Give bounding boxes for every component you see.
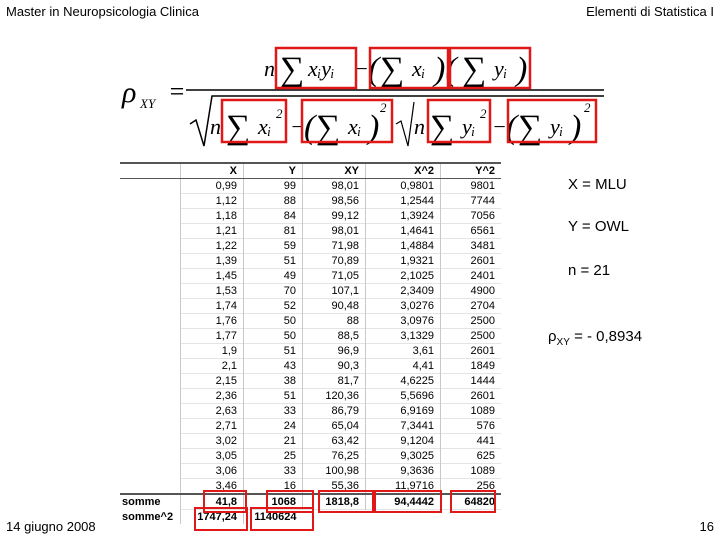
table-cell: 3,0276 [366,299,441,314]
table-cell: 81 [244,224,303,239]
table-cell: 1849 [441,359,502,374]
table-cell: 2601 [441,389,502,404]
col-header-xy: XY [303,163,366,179]
table-header-row [120,163,501,179]
table-row [120,419,501,434]
table-row [120,314,501,329]
table-cell: 3,05 [181,449,244,464]
pearson-formula [118,38,608,153]
table-cell: 88,5 [303,329,366,344]
table-cell: 1,3924 [366,209,441,224]
table-cell: 3,46 [181,479,244,495]
table-cell: 52 [244,299,303,314]
somme-y2: 64820 [441,494,502,510]
table-cell: 2,15 [181,374,244,389]
table-cell: 1,18 [181,209,244,224]
table-cell: 9,3025 [366,449,441,464]
table-cell: 2,1 [181,359,244,374]
num-paren-2: )( [434,51,457,88]
table-cell: 9,3636 [366,464,441,479]
table-cell: 3,06 [181,464,244,479]
table-cell: 1,22 [181,239,244,254]
table-cell: 81,7 [303,374,366,389]
table-cell: 98,56 [303,194,366,209]
table-cell: 7744 [441,194,502,209]
table-row [120,209,501,224]
table-cell: 1,4884 [366,239,441,254]
den-minus-1: − [290,114,305,139]
somme-xy: 1818,8 [303,494,366,510]
rho-sub: XY [556,337,570,348]
table-cell: 1,77 [181,329,244,344]
table-cell: 1,76 [181,314,244,329]
table-cell: 90,48 [303,299,366,314]
table-cell: 1,2544 [366,194,441,209]
table-cell: 50 [244,329,303,344]
somme-label: somme [120,494,181,510]
table-cell: 576 [441,419,502,434]
formula-rho-sub: XY [140,96,156,111]
table-cell: 1444 [441,374,502,389]
table-row [120,299,501,314]
somme2-x: 1747,24 [181,510,244,525]
num-xiyi: xᵢyᵢ [308,56,335,81]
table-cell: 2,36 [181,389,244,404]
den-yi: yᵢ [550,114,564,139]
den-paren-1: ( [304,109,316,146]
table-cell: 1,4641 [366,224,441,239]
table-cell: 1089 [441,404,502,419]
col-header-y: Y [244,163,303,179]
table-cell: 3,61 [366,344,441,359]
table-row [120,389,501,404]
table-cell: 2,1025 [366,269,441,284]
num-minus: − [354,56,369,81]
table-cell: 2,71 [181,419,244,434]
table-row [120,269,501,284]
den-n-2: n [414,114,425,139]
table-cell: 1,9 [181,344,244,359]
table-cell: 63,42 [303,434,366,449]
num-xi: xᵢ [412,56,426,81]
den-minus-2: − [492,114,507,139]
den-xi: xᵢ [348,114,362,139]
table-cell: 70 [244,284,303,299]
table-cell: 1,53 [181,284,244,299]
data-table-container [120,162,501,524]
table-cell: 25 [244,449,303,464]
table-cell: 51 [244,389,303,404]
den-paren-4-sq: 2 [584,100,591,115]
table-row [120,179,501,194]
table-row [120,329,501,344]
num-sigma-3: ∑ [462,51,487,88]
x-definition: X = MLU [568,176,627,193]
table-cell: 1,39 [181,254,244,269]
table-row [120,284,501,299]
table-row [120,464,501,479]
somme2-row [120,510,501,525]
data-table [120,162,501,524]
table-cell: 51 [244,344,303,359]
table-cell: 1,74 [181,299,244,314]
table-row [120,344,501,359]
table-cell: 7056 [441,209,502,224]
table-row [120,224,501,239]
table-cell: 98,01 [303,179,366,194]
table-cell: 9,1204 [366,434,441,449]
table-cell: 16 [244,479,303,495]
col-header-x2: X^2 [366,163,441,179]
den-sigma-1: ∑ [226,109,251,146]
table-cell: 96,9 [303,344,366,359]
num-sigma-1: ∑ [280,51,305,88]
table-cell: 1,21 [181,224,244,239]
table-cell: 4,6225 [366,374,441,389]
somme2-y: 1140624 [244,510,303,525]
table-cell: 11,9716 [366,479,441,495]
table-cell: 90,3 [303,359,366,374]
table-cell: 86,79 [303,404,366,419]
den-paren-4: ) [570,109,582,146]
table-cell: 625 [441,449,502,464]
table-row [120,254,501,269]
table-cell: 1089 [441,464,502,479]
table-cell: 3,1329 [366,329,441,344]
table-cell: 6561 [441,224,502,239]
table-cell: 3481 [441,239,502,254]
table-cell: 71,98 [303,239,366,254]
table-cell: 21 [244,434,303,449]
den-sigma-2: ∑ [316,109,341,146]
den-xi2: xᵢ [258,114,272,139]
den-yi2-sq: 2 [480,106,487,121]
table-cell: 2,3409 [366,284,441,299]
table-cell: 4,41 [366,359,441,374]
table-cell: 2601 [441,344,502,359]
somme-x: 41,8 [181,494,244,510]
den-xi2-sq: 2 [276,106,283,121]
table-cell: 99 [244,179,303,194]
table-cell: 76,25 [303,449,366,464]
num-sigma-2: ∑ [380,51,405,88]
table-cell: 88 [244,194,303,209]
table-cell: 3,02 [181,434,244,449]
num-paren-1: ( [368,51,380,88]
table-cell: 55,36 [303,479,366,495]
table-row [120,374,501,389]
table-cell: 7,3441 [366,419,441,434]
col-header-y2: Y^2 [441,163,502,179]
num-paren-3: ) [516,51,528,88]
somme2-label: somme^2 [122,510,174,523]
table-cell: 71,05 [303,269,366,284]
table-cell: 100,98 [303,464,366,479]
table-cell: 2,63 [181,404,244,419]
table-row [120,404,501,419]
table-cell: 107,1 [303,284,366,299]
somme-y: 1068 [244,494,303,510]
table-cell: 33 [244,404,303,419]
table-row [120,194,501,209]
table-cell: 1,12 [181,194,244,209]
table-cell: 256 [441,479,502,495]
somme-x2: 94,4442 [366,494,441,510]
table-cell: 1,9321 [366,254,441,269]
footer-date: 14 giugno 2008 [6,519,96,534]
table-cell: 2704 [441,299,502,314]
table-cell: 38 [244,374,303,389]
header-title-left: Master in Neuropsicologia Clinica [6,4,199,19]
table-cell: 88 [303,314,366,329]
table-cell: 4900 [441,284,502,299]
col-header-x: X [181,163,244,179]
somme-row [120,494,501,510]
table-cell: 50 [244,314,303,329]
table-cell: 51 [244,254,303,269]
table-cell: 84 [244,209,303,224]
table-cell: 2601 [441,254,502,269]
table-cell: 99,12 [303,209,366,224]
num-yi: yᵢ [494,56,508,81]
den-paren-3: ( [506,109,518,146]
y-definition: Y = OWL [568,218,629,235]
table-cell: 24 [244,419,303,434]
table-row [120,239,501,254]
table-row [120,434,501,449]
table-cell: 0,99 [181,179,244,194]
table-cell: 65,04 [303,419,366,434]
num-n: n [264,56,275,81]
table-cell: 59 [244,239,303,254]
table-cell: 5,5696 [366,389,441,404]
table-cell: 2401 [441,269,502,284]
den-sigma-3: ∑ [430,109,455,146]
page-number: 16 [699,519,714,534]
table-cell: 43 [244,359,303,374]
table-cell: 120,36 [303,389,366,404]
den-yi2: yᵢ [462,114,476,139]
den-sigma-4: ∑ [518,109,543,146]
table-cell: 441 [441,434,502,449]
rho-result [548,328,642,348]
den-paren-2: ) [368,109,380,146]
table-cell: 3,0976 [366,314,441,329]
rho-symbol: ρ [548,328,557,345]
table-cell: 0,9801 [366,179,441,194]
n-definition: n = 21 [568,262,611,279]
table-row [120,449,501,464]
table-cell: 6,9169 [366,404,441,419]
den-n-1: n [210,114,221,139]
table-row [120,479,501,495]
table-cell: 49 [244,269,303,284]
table-cell: 98,01 [303,224,366,239]
table-cell: 70,89 [303,254,366,269]
table-cell: 2500 [441,329,502,344]
table-row [120,359,501,374]
table-cell: 33 [244,464,303,479]
header-title-right: Elementi di Statistica I [586,4,714,19]
rho-value: = - 0,8934 [574,328,643,345]
formula-equals: = [168,77,186,106]
table-cell: 2500 [441,314,502,329]
den-paren-2-sq: 2 [380,100,387,115]
formula-rho: ρ [122,76,137,109]
table-cell: 1,45 [181,269,244,284]
radical-sign-2 [396,102,414,146]
table-cell: 9801 [441,179,502,194]
